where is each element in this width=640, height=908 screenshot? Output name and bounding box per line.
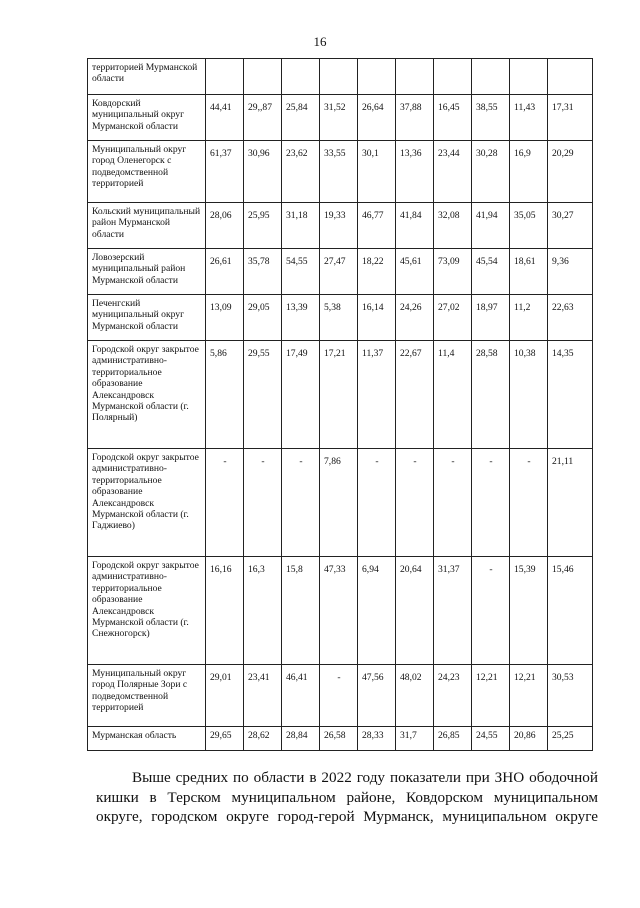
- table-cell: 13,09: [206, 295, 244, 341]
- table-cell: 5,38: [320, 295, 358, 341]
- table-cell: [320, 59, 358, 95]
- row-label: Городской округ закрытое административно-территориальное образование Александровск Мурманской области (г. Снежногорск): [88, 557, 206, 665]
- table-cell: [396, 59, 434, 95]
- row-label: Муниципальный округ город Полярные Зори с подведомственной территорией: [88, 665, 206, 727]
- table-cell: 15,8: [282, 557, 320, 665]
- table-cell: 14,35: [548, 341, 593, 449]
- table-cell: -: [510, 449, 548, 557]
- table-cell: 30,28: [472, 141, 510, 203]
- table-cell: [434, 59, 472, 95]
- table-cell: -: [206, 449, 244, 557]
- table-row: [88, 727, 593, 751]
- table-cell: 16,45: [434, 95, 472, 141]
- table-cell: 26,61: [206, 249, 244, 295]
- table-cell: 27,02: [434, 295, 472, 341]
- table-cell: 29,65: [206, 727, 244, 751]
- table-cell: 28,58: [472, 341, 510, 449]
- row-label: Мурманская область: [88, 727, 206, 751]
- table-cell: 46,41: [282, 665, 320, 727]
- body-paragraph: [96, 768, 598, 827]
- table-cell: 73,09: [434, 249, 472, 295]
- table-cell: 24,26: [396, 295, 434, 341]
- table-cell: 11,43: [510, 95, 548, 141]
- table-cell: 31,18: [282, 203, 320, 249]
- table-row: [88, 341, 593, 449]
- row-label: Городской округ закрытое административно-территориальное образование Александровск Мурманской области (г. Полярный): [88, 341, 206, 449]
- table-row: [88, 203, 593, 249]
- table-cell: 23,44: [434, 141, 472, 203]
- table-cell: 16,3: [244, 557, 282, 665]
- table-cell: 29,55: [244, 341, 282, 449]
- table-cell: 19,33: [320, 203, 358, 249]
- table-cell: 26,64: [358, 95, 396, 141]
- table-row: [88, 295, 593, 341]
- table-cell: 6,94: [358, 557, 396, 665]
- table-cell: -: [472, 449, 510, 557]
- table-cell: 35,05: [510, 203, 548, 249]
- table-cell: 5,86: [206, 341, 244, 449]
- table-cell: [358, 59, 396, 95]
- table-cell: 28,84: [282, 727, 320, 751]
- table-cell: 28,33: [358, 727, 396, 751]
- table-row: [88, 249, 593, 295]
- table-cell: 18,61: [510, 249, 548, 295]
- table-cell: 21,11: [548, 449, 593, 557]
- table-cell: 26,85: [434, 727, 472, 751]
- table-cell: 29,05: [244, 295, 282, 341]
- table-cell: -: [434, 449, 472, 557]
- table-cell: 25,84: [282, 95, 320, 141]
- table-cell: 15,46: [548, 557, 593, 665]
- table-cell: 31,37: [434, 557, 472, 665]
- table-cell: 31,7: [396, 727, 434, 751]
- table-cell: 32,08: [434, 203, 472, 249]
- table-cell: 17,31: [548, 95, 593, 141]
- table-cell: 28,06: [206, 203, 244, 249]
- table-cell: 23,62: [282, 141, 320, 203]
- table-cell: 35,78: [244, 249, 282, 295]
- table-cell: 12,21: [472, 665, 510, 727]
- table-cell: 18,22: [358, 249, 396, 295]
- table-cell: -: [472, 557, 510, 665]
- table-cell: 41,94: [472, 203, 510, 249]
- table-cell: 25,95: [244, 203, 282, 249]
- table-cell: [244, 59, 282, 95]
- table-cell: -: [320, 665, 358, 727]
- row-label: Печенгский муниципальный округ Мурманской области: [88, 295, 206, 341]
- table-cell: -: [282, 449, 320, 557]
- table-cell: -: [358, 449, 396, 557]
- table-cell: [282, 59, 320, 95]
- table-cell: 16,14: [358, 295, 396, 341]
- table-cell: 20,29: [548, 141, 593, 203]
- row-label: Ковдорский муниципальный округ Мурманской области: [88, 95, 206, 141]
- page-number: 16: [313, 34, 327, 49]
- table-cell: 45,61: [396, 249, 434, 295]
- paragraph-line: Выше средних по области в 2022 году показатели при ЗНО ободочной: [132, 769, 598, 786]
- table-cell: 9,36: [548, 249, 593, 295]
- table-cell: 47,56: [358, 665, 396, 727]
- table-cell: [548, 59, 593, 95]
- table-cell: 20,64: [396, 557, 434, 665]
- table-cell: 30,53: [548, 665, 593, 727]
- table-cell: 33,55: [320, 141, 358, 203]
- table-cell: [510, 59, 548, 95]
- table-row: [88, 95, 593, 141]
- table-cell: 24,55: [472, 727, 510, 751]
- row-label: Муниципальный округ город Оленегорск с подведомственной территорией: [88, 141, 206, 203]
- table-cell: 13,39: [282, 295, 320, 341]
- table-cell: -: [244, 449, 282, 557]
- table-cell: 11,37: [358, 341, 396, 449]
- table-row: [88, 665, 593, 727]
- table-row: [88, 141, 593, 203]
- table-cell: 10,38: [510, 341, 548, 449]
- table-cell: [206, 59, 244, 95]
- table-cell: 30,1: [358, 141, 396, 203]
- table-cell: 22,63: [548, 295, 593, 341]
- table-cell: 16,9: [510, 141, 548, 203]
- table-cell: 23,41: [244, 665, 282, 727]
- table-cell: 45,54: [472, 249, 510, 295]
- table-cell: 11,2: [510, 295, 548, 341]
- table-cell: 29,01: [206, 665, 244, 727]
- table-cell: 12,21: [510, 665, 548, 727]
- row-label: Городской округ закрытое административно-территориальное образование Александровск Мурманской области (г. Гаджиево): [88, 449, 206, 557]
- table-cell: 48,02: [396, 665, 434, 727]
- table-row: [88, 59, 593, 95]
- table-cell: 54,55: [282, 249, 320, 295]
- table-cell: 46,77: [358, 203, 396, 249]
- table-cell: 7,86: [320, 449, 358, 557]
- row-label: территорией Мурманской области: [88, 59, 206, 95]
- table-cell: 11,4: [434, 341, 472, 449]
- table-cell: 29,,87: [244, 95, 282, 141]
- table-cell: 37,88: [396, 95, 434, 141]
- table-cell: 25,25: [548, 727, 593, 751]
- table-cell: 20,86: [510, 727, 548, 751]
- table-cell: [472, 59, 510, 95]
- paragraph-line: кишки в Терском муниципальном районе, Ковдорском муниципальном: [96, 788, 598, 806]
- row-label: Ловозерский муниципальный район Мурманской области: [88, 249, 206, 295]
- table-row: [88, 557, 593, 665]
- table-cell: 13,36: [396, 141, 434, 203]
- table-cell: 31,52: [320, 95, 358, 141]
- statistics-table: [87, 58, 593, 751]
- table-cell: 30,96: [244, 141, 282, 203]
- table-cell: 15,39: [510, 557, 548, 665]
- table-cell: 47,33: [320, 557, 358, 665]
- table-cell: 61,37: [206, 141, 244, 203]
- table-cell: 44,41: [206, 95, 244, 141]
- table-cell: 18,97: [472, 295, 510, 341]
- table-cell: 26,58: [320, 727, 358, 751]
- table-cell: 22,67: [396, 341, 434, 449]
- paragraph-line: округе, городском округе город-герой Мурманск, муниципальном округе: [96, 808, 598, 825]
- table-cell: 38,55: [472, 95, 510, 141]
- table-row: [88, 449, 593, 557]
- row-label: Кольский муниципальный район Мурманской области: [88, 203, 206, 249]
- table-cell: 27,47: [320, 249, 358, 295]
- table-cell: 28,62: [244, 727, 282, 751]
- table-cell: -: [396, 449, 434, 557]
- table-cell: 17,49: [282, 341, 320, 449]
- table-cell: 41,84: [396, 203, 434, 249]
- table-body: [88, 59, 593, 751]
- table-cell: 30,27: [548, 203, 593, 249]
- table-cell: 16,16: [206, 557, 244, 665]
- table-cell: 24,23: [434, 665, 472, 727]
- table-cell: 17,21: [320, 341, 358, 449]
